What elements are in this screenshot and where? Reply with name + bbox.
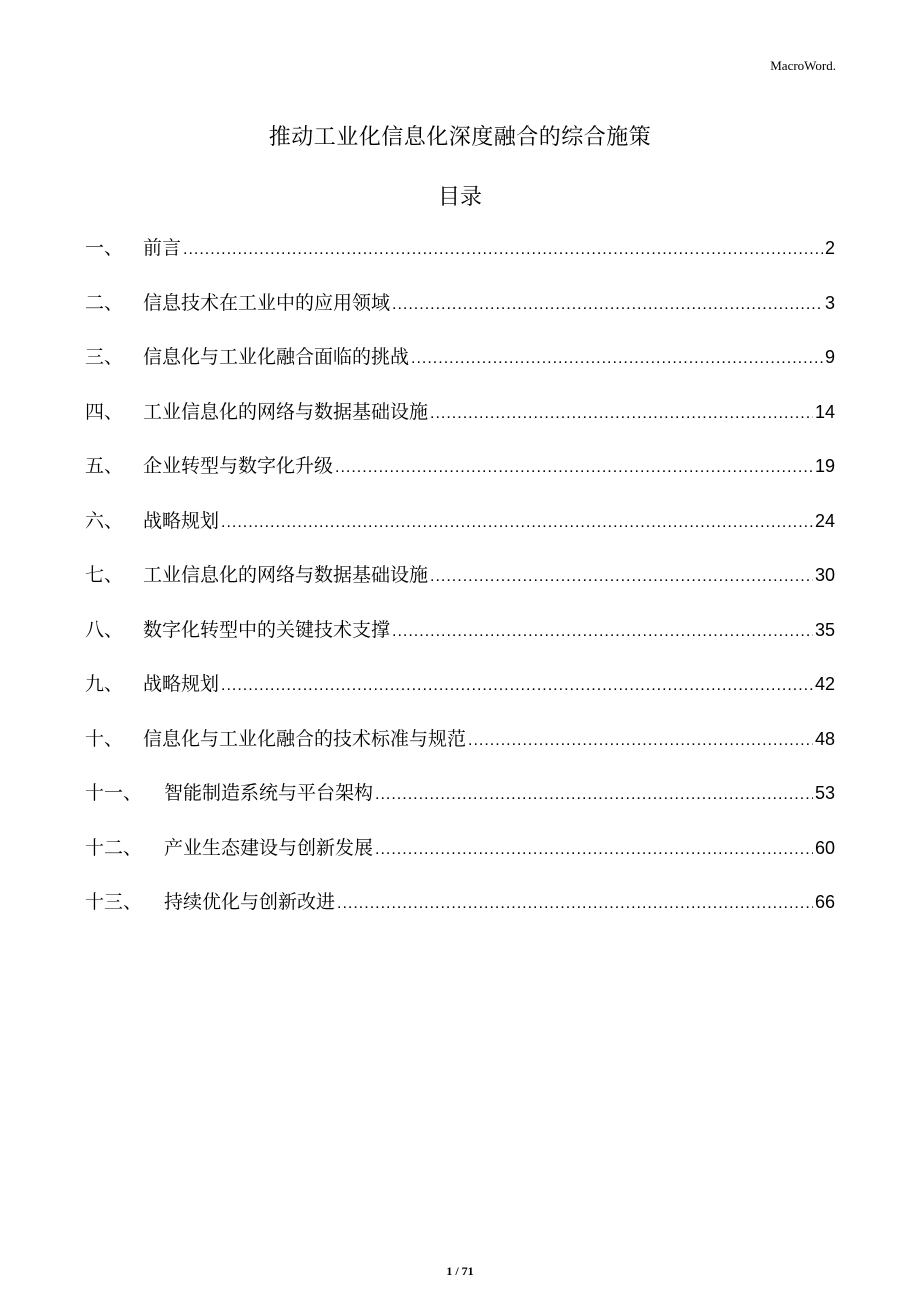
toc-entry-page: 30 — [814, 565, 835, 585]
toc-leader-dots — [335, 459, 813, 477]
toc-entry-number: 十三、 — [85, 891, 143, 913]
toc-heading: 目录 — [437, 185, 482, 210]
toc-entry-8[interactable] — [85, 615, 835, 670]
toc-entry-page: 19 — [814, 456, 835, 476]
toc-entry-page: 35 — [814, 619, 835, 640]
toc-entry-label: 信息化与工业化融合面临的挑战 — [143, 346, 410, 368]
toc-entry-number: 一、 — [85, 237, 124, 259]
toc-entry-5[interactable] — [85, 451, 835, 506]
toc-entry-11[interactable] — [85, 778, 835, 833]
toc-entry-label: 智能制造系统与平台架构 — [164, 782, 374, 804]
toc-entry-page: 53 — [814, 783, 835, 803]
toc-entry-page: 48 — [814, 728, 835, 749]
toc-leader-dots — [183, 241, 823, 259]
toc-entry-label: 工业信息化的网络与数据基础设施 — [143, 564, 429, 586]
toc-entry-page: 3 — [824, 292, 835, 313]
toc-entry-label: 战略规划 — [143, 509, 220, 532]
toc-entry-12[interactable] — [85, 833, 835, 888]
toc-entry-label: 战略规划 — [143, 673, 220, 695]
toc-entry-number: 十二、 — [85, 836, 143, 859]
toc-leader-dots — [375, 841, 813, 859]
toc-entry-number: 十一、 — [85, 782, 143, 804]
toc-leader-dots — [392, 623, 813, 641]
toc-entry-label: 持续优化与创新改进 — [164, 891, 336, 913]
toc-entry-9[interactable] — [85, 669, 835, 724]
toc-entry-label: 信息化与工业化融合的技术标准与规范 — [143, 727, 467, 750]
toc-entry-number: 四、 — [85, 400, 124, 423]
toc-leader-dots — [430, 405, 813, 423]
toc-entry-10[interactable] — [85, 724, 835, 779]
toc-entry-label: 信息技术在工业中的应用领域 — [143, 291, 391, 314]
toc-entry-label: 产业生态建设与创新发展 — [164, 836, 374, 859]
toc-entry-1[interactable] — [85, 233, 835, 288]
toc-entry-number: 二、 — [85, 291, 124, 314]
toc-entry-label: 企业转型与数字化升级 — [143, 455, 334, 477]
toc-entry-page: 42 — [814, 674, 835, 694]
toc-entry-number: 九、 — [85, 673, 124, 695]
page-indicator: 1 / 71 — [446, 1264, 474, 1278]
toc-entry-number: 五、 — [85, 455, 124, 477]
header-brand: MacroWord. — [770, 58, 836, 73]
toc-leader-dots — [221, 677, 813, 695]
document-title: 推动工业化信息化深度融合的综合施策 — [268, 125, 652, 150]
table-of-contents — [85, 233, 835, 942]
toc-entry-2[interactable] — [85, 288, 835, 343]
toc-entry-number: 八、 — [85, 618, 124, 641]
toc-leader-dots — [337, 895, 813, 913]
toc-entry-13[interactable] — [85, 887, 835, 942]
toc-entry-label: 工业信息化的网络与数据基础设施 — [143, 400, 429, 423]
toc-entry-7[interactable] — [85, 560, 835, 615]
toc-entry-number: 三、 — [85, 346, 124, 368]
toc-entry-3[interactable] — [85, 342, 835, 397]
toc-entry-number: 七、 — [85, 564, 124, 586]
toc-entry-page: 60 — [814, 837, 835, 858]
toc-entry-page: 24 — [814, 510, 835, 531]
toc-entry-number: 十、 — [85, 727, 124, 750]
toc-leader-dots — [375, 786, 813, 804]
toc-leader-dots — [430, 568, 813, 586]
toc-entry-4[interactable] — [85, 397, 835, 452]
toc-leader-dots — [221, 514, 813, 532]
toc-entry-6[interactable] — [85, 506, 835, 561]
toc-leader-dots — [392, 296, 823, 314]
toc-leader-dots — [411, 350, 823, 368]
toc-entry-page: 9 — [824, 347, 835, 367]
toc-leader-dots — [468, 732, 813, 750]
toc-entry-page: 2 — [824, 238, 835, 258]
toc-entry-page: 66 — [814, 892, 835, 912]
toc-entry-label: 前言 — [143, 237, 182, 259]
toc-entry-page: 14 — [814, 401, 835, 422]
toc-entry-number: 六、 — [85, 509, 124, 532]
toc-entry-label: 数字化转型中的关键技术支撑 — [143, 618, 391, 641]
